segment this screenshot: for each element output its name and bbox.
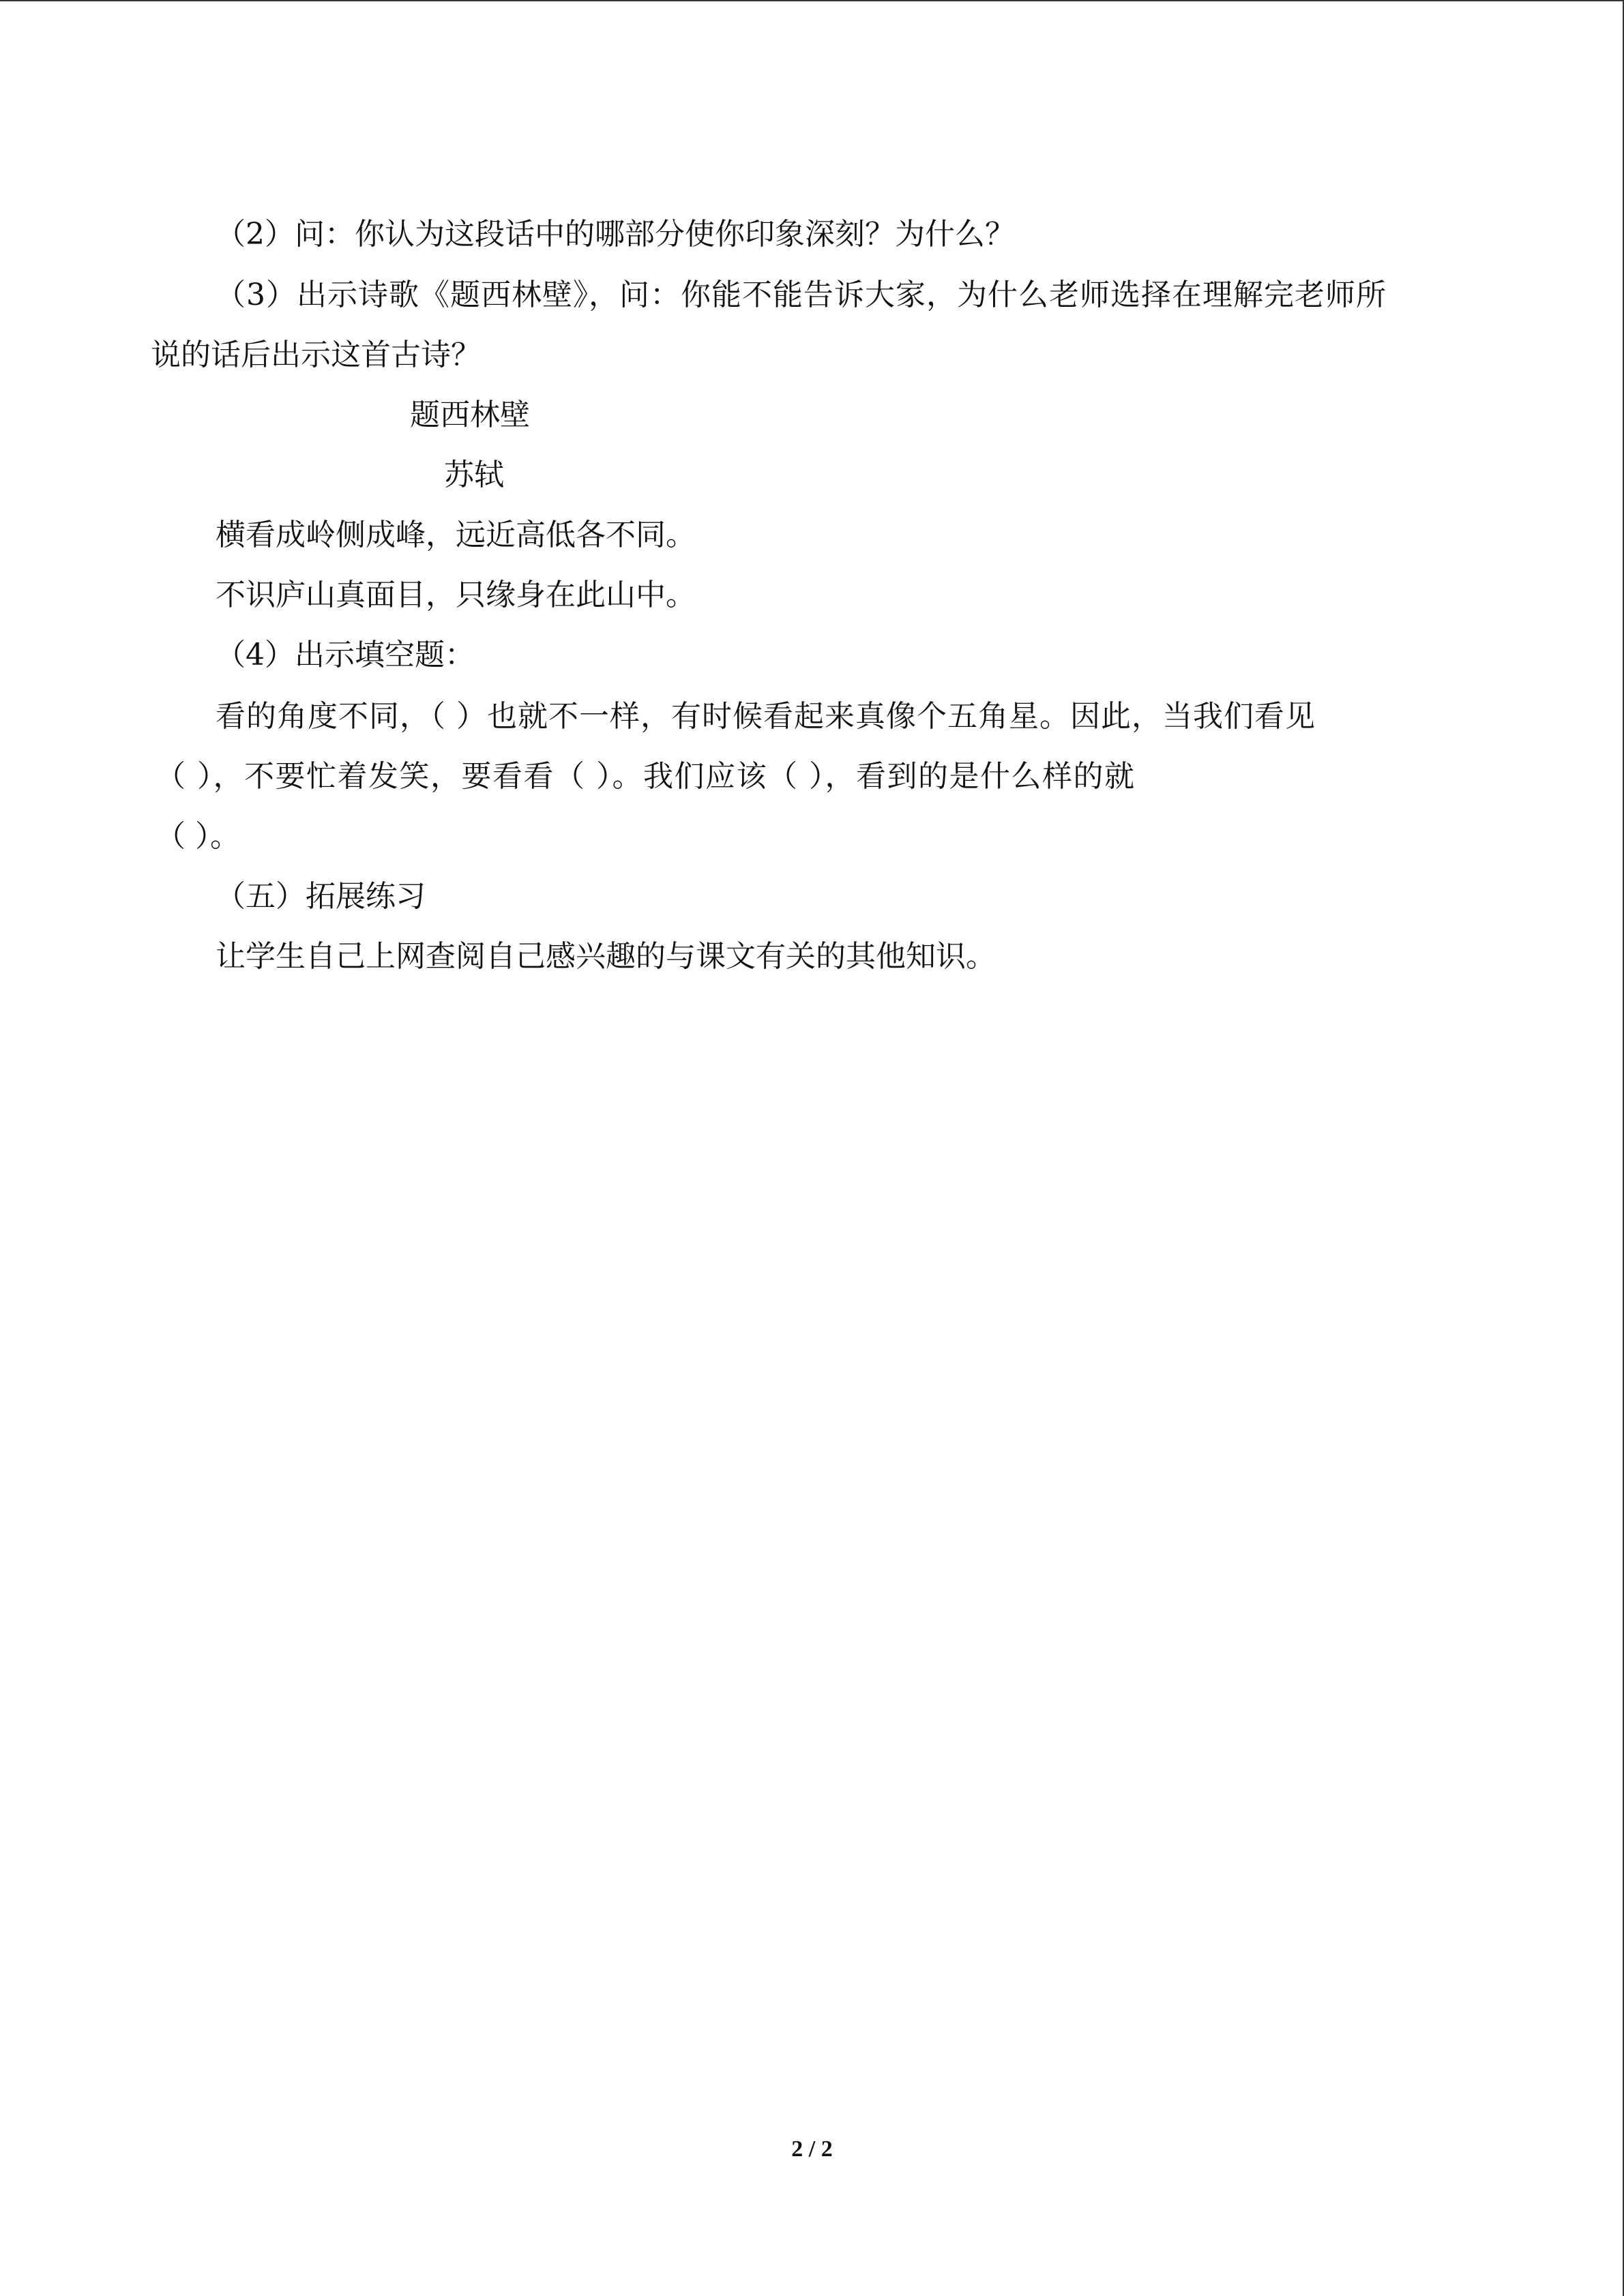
poem-line-1: 横看成岭侧成峰，远近高低各不同。 — [216, 518, 696, 552]
poem-line-2: 不识庐山真面目，只缘身在此山中。 — [216, 578, 696, 612]
paragraph-question-3-text: （3）出示诗歌《题西林壁》，问：你能不能告诉大家，为什么老师选择在理解完老师所 — [216, 278, 1387, 312]
poem-title: 题西林壁 — [410, 398, 530, 432]
paragraph-question-3-continued: 说的话后出示这首古诗？ — [151, 338, 481, 372]
paragraph-extension: 让学生自己上网查阅自己感兴趣的与课文有关的其他知识。 — [216, 939, 996, 974]
fill-blank-line-2: （ ），不要忙着发笑，要看看（ ）。我们应该（ ），看到的是什么样的就 — [156, 759, 1136, 794]
page-number: 2 / 2 — [791, 2136, 833, 2162]
paragraph-question-4: （4）出示填空题： — [216, 638, 475, 672]
fill-blank-line-1: 看的角度不同，（ ）也就不一样，有时候看起来真像个五角星。因此，当我们看见 — [216, 699, 1316, 734]
fill-blank-line-3: （ ）。 — [156, 819, 240, 854]
poem-author: 苏轼 — [444, 458, 504, 492]
section-heading-extension: （五）拓展练习 — [216, 879, 426, 914]
paragraph-question-2: （2）问：你认为这段话中的哪部分使你印象深刻？为什么？ — [216, 217, 1015, 252]
paragraph-question-3 — [216, 275, 1475, 316]
